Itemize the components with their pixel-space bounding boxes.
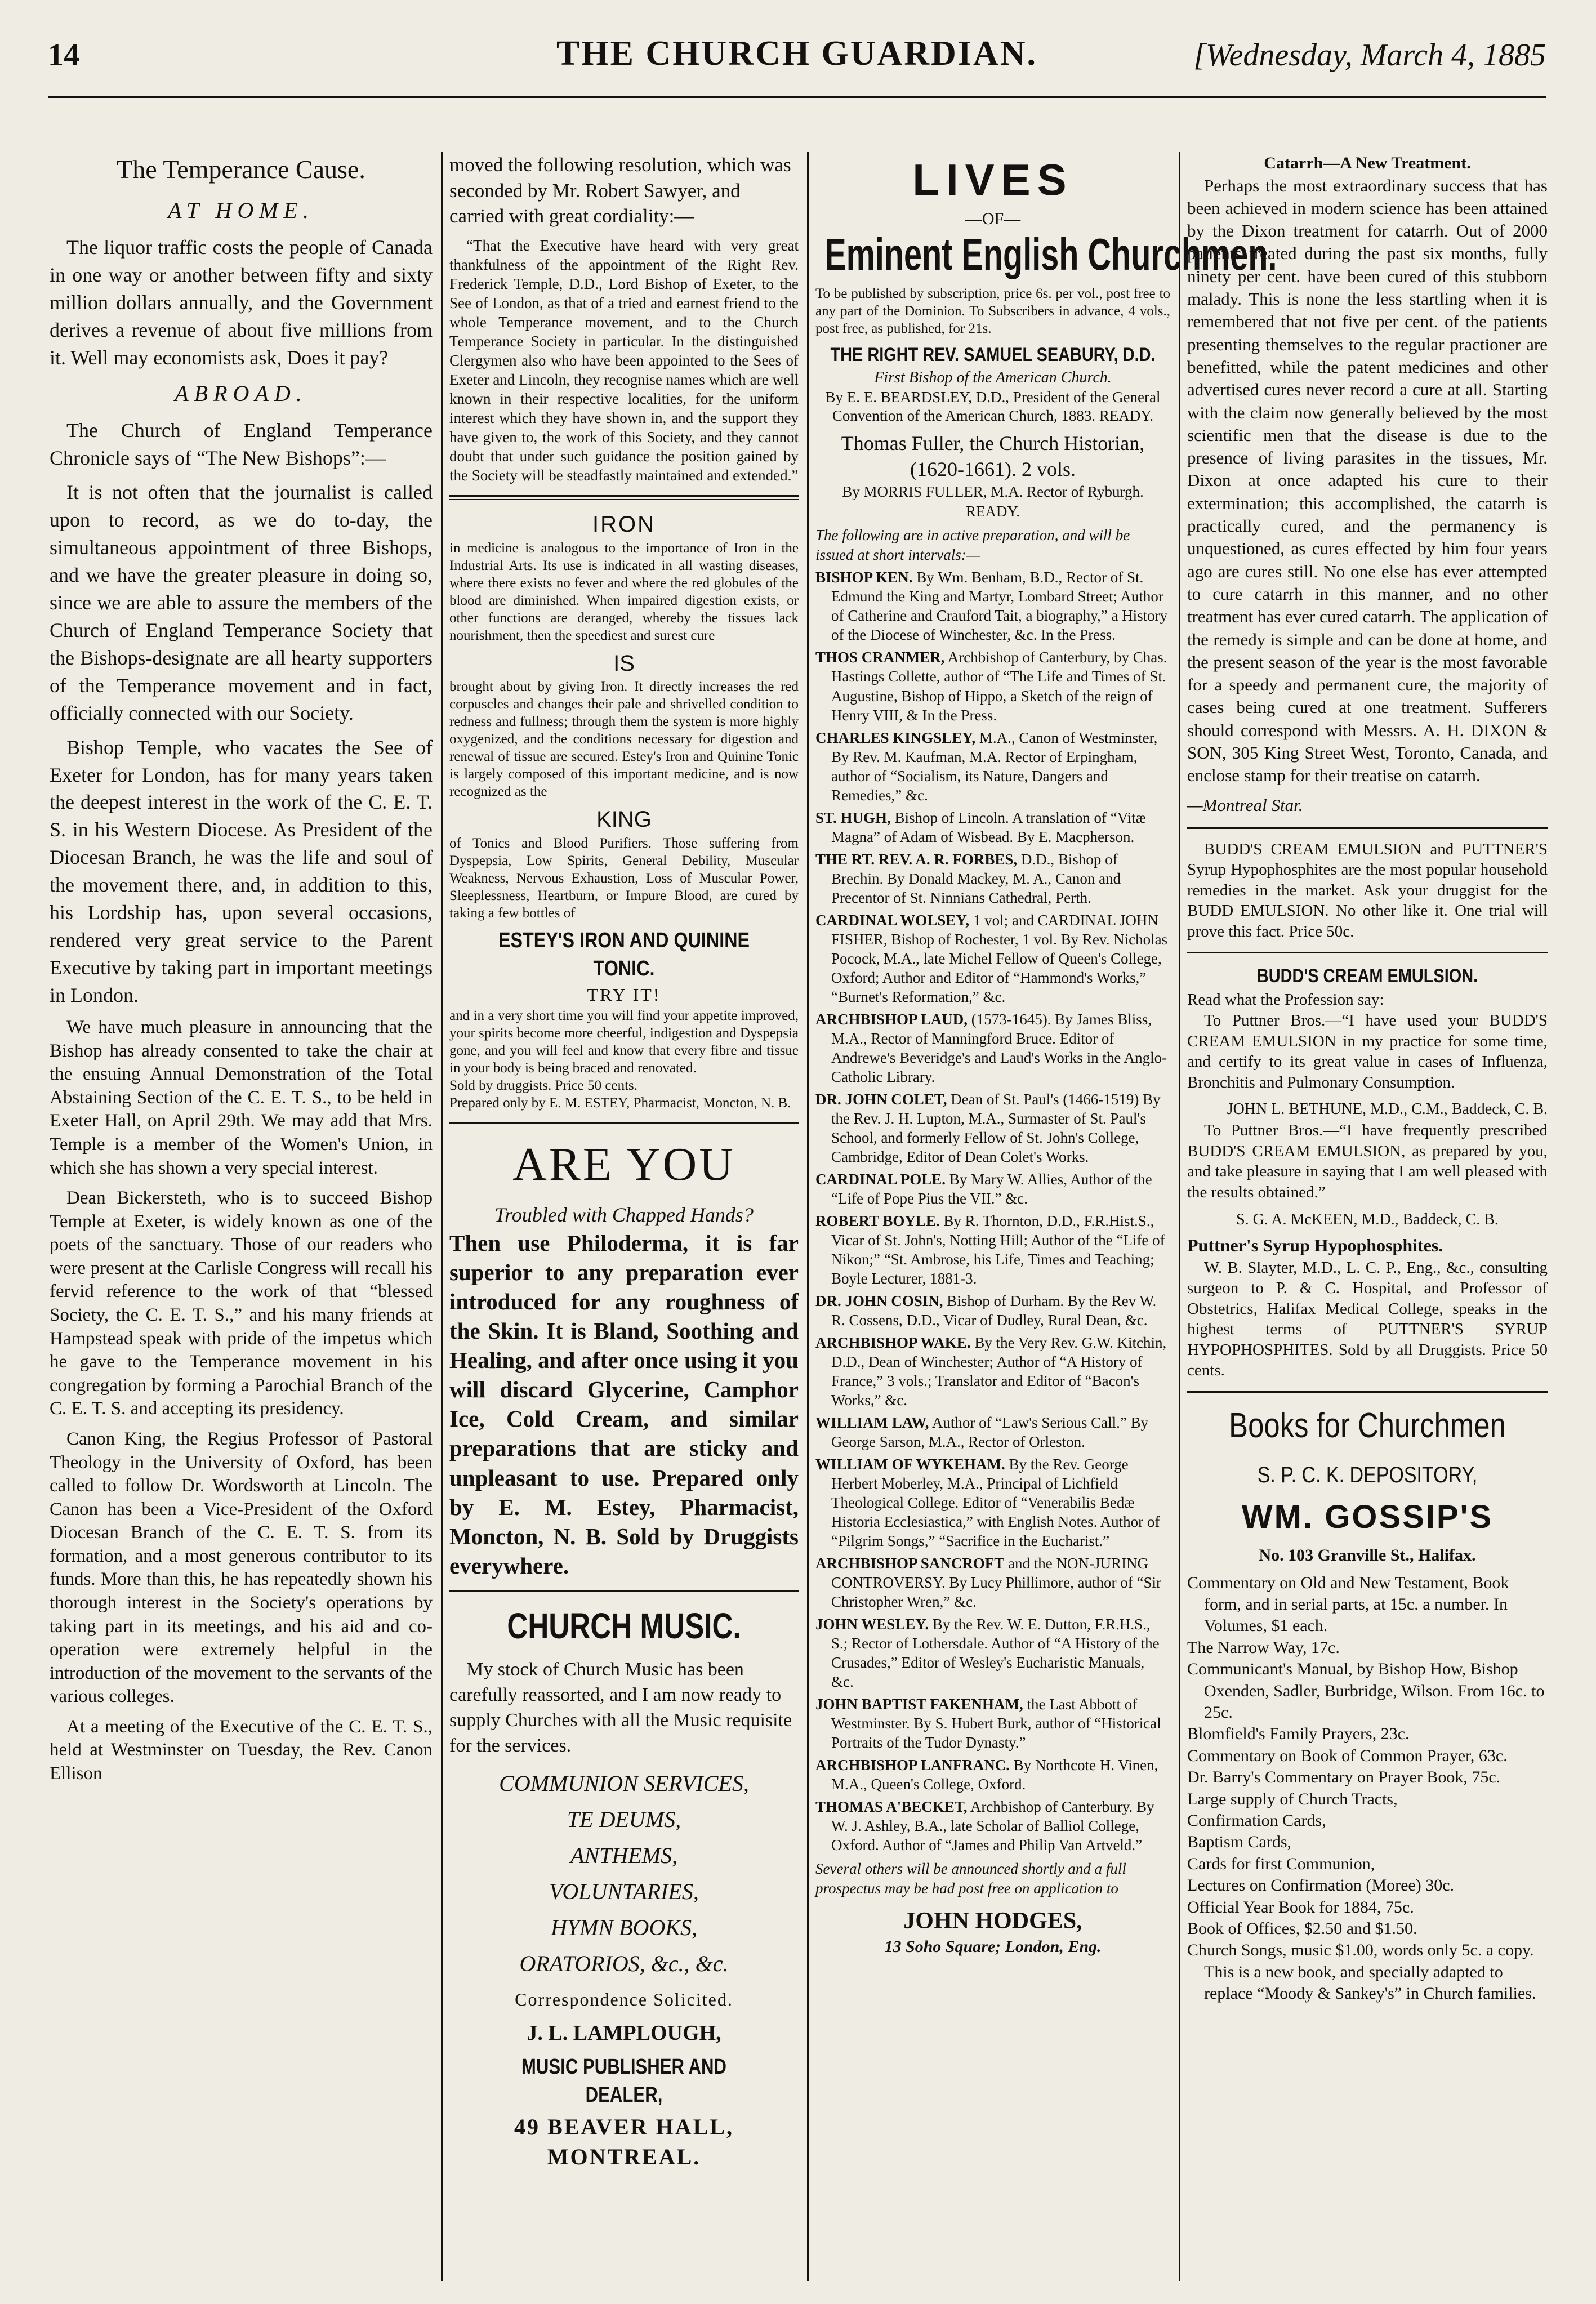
bookseller-name: WM. GOSSIP'S	[1241, 1498, 1494, 1535]
book-list	[1187, 1572, 1548, 2005]
list-item: ST. HUGH, Bishop of Lincoln. A translation of “Vitæ Magna” of Adam of Wisbead. By E. Macpherson.	[815, 809, 1146, 845]
paragraph: moved the following resolution, which was seconded by Mr. Robert Sawyer, and carried with great cordiality:—	[449, 154, 791, 227]
header-rule	[48, 96, 1546, 98]
ad-text: Several others will be announced shortly and a full prospectus may be had post free on application to	[815, 1860, 1126, 1897]
page-number: 14	[48, 38, 79, 73]
bookseller-address: No. 103 Granville St., Halifax.	[1259, 1546, 1476, 1565]
ad-separator	[449, 495, 799, 500]
publisher-name: JOHN HODGES,	[903, 1908, 1082, 1934]
paragraph: Bishop Temple, who vacates the See of Exeter for London, has for many years taken the deepest interest in the work of the C. E. T. S. in his Western Diocese. As President of the Diocesan Branch, he was the life and soul of the movement there, and, in addition to this, his Lordship has, upon several occasions, rendered very great service to the Parent Executive by taking part in important meetings in London.	[50, 736, 433, 1007]
list-item: DR. JOHN COSIN, Bishop of Durham. By the Rev W. R. Cossens, D.D., Vicar of Dudley, Rural Dean, &c.	[815, 1292, 1157, 1329]
section-heading-abroad: ABROAD.	[175, 380, 307, 406]
ad-text: By E. E. BEARDSLEY, D.D., President of the General Convention of the American Church, 1883. READY.	[825, 388, 1161, 425]
list-item: ARCHBISHOP WAKE. By the Very Rev. G.W. Kitchin, D.D., Dean of Winchester; Author of “A History of France,” 3 vols.; Translator and Editor of “Bacon's Works,” &c.	[815, 1334, 1167, 1409]
ad-text: First Bishop of the American Church.	[874, 368, 1112, 386]
list-item: Commentary on Book of Common Prayer, 63c.	[1187, 1746, 1508, 1765]
list-item: Blomfield's Family Prayers, 23c.	[1187, 1724, 1410, 1744]
list-item: CARDINAL POLE. By Mary W. Allies, Author of the “Life of Pope Pius the VII.” &c.	[815, 1170, 1152, 1207]
list-item: Book of Offices, $2.50 and $1.50.	[1187, 1919, 1417, 1938]
list-item: HYMN BOOKS,	[550, 1914, 698, 1940]
product-name: ESTEY'S IRON AND QUININE TONIC.	[498, 929, 750, 981]
column-divider	[807, 152, 809, 2281]
ad-text: Prepared only by E. M. ESTEY, Pharmacist, Moncton, N. B.	[449, 1095, 791, 1111]
list-item: TE DEUMS,	[567, 1806, 681, 1832]
ad-text: Then use Philoderma, it is far superior to any preparation ever introduced for any roughness of the Skin. It is Bland, Soothing and Healing, and after once using it you will discard Glycerine, Camphor Ice, Cold Cream, and similar preparations that are sticky and unpleasant to use. Prepared only by E. M. Estey, Pharmacist, Moncton, N. B. Sold by Druggists everywhere.	[449, 1230, 799, 1579]
column-ads-2	[1187, 152, 1548, 2004]
ad-text: My stock of Church Music has been carefully reassorted, and I am now ready to supply Churches with all the Music requisite for the services.	[449, 1659, 792, 1756]
list-item: ARCHBISHOP LANFRANC. By Northcote H. Vinen, M.A., Queen's College, Oxford.	[815, 1757, 1158, 1793]
testimonial-signature: JOHN L. BETHUNE, M.D., C.M., Baddeck, C. B.	[1227, 1100, 1548, 1118]
list-item: JOHN BAPTIST FAKENHAM, the Last Abbott of Westminster. By S. Hubert Burk, author of “Historical Portraits of the Tudor Dynasty.”	[815, 1696, 1161, 1752]
book-title: THE RIGHT REV. SAMUEL SEABURY, D.D.	[830, 344, 1156, 366]
ad-text: of Tonics and Blood Purifiers. Those suffering from Dyspepsia, Low Spirits, General Debility, Muscular Weakness, Nervous Exhaustion, Loss of Muscular Power, Sleeplessness, Heartburn, or Impure Blood, are cured by taking a few bottles of	[449, 836, 799, 921]
ad-separator	[1187, 827, 1548, 829]
list-item: Lectures on Confirmation (Moree) 30c.	[1187, 1876, 1455, 1895]
column-divider	[1179, 152, 1180, 2281]
ad-headline: ARE YOU	[512, 1138, 735, 1191]
list-item: Church Songs, music $1.00, words only 5c. a copy. This is a new book, and specially adapted to replace “Moody & Sankey's” in Church families.	[1187, 1941, 1536, 2003]
ad-text: in medicine is analogous to the importance of Iron in the Industrial Arts. Its use is indicated in all wasting diseases, where there exists no fever and where the red globules of the blood are diminished. When impaired digestion exists, or other functions are deranged, whereby the tissues lack nourishment, then the speediest and surest cure	[449, 540, 799, 643]
music-items-list	[449, 1766, 799, 1982]
list-item: ANTHEMS,	[570, 1842, 677, 1868]
paragraph: At a meeting of the Executive of the C. E. T. S., held at Westminster on Tuesday, the Rev. Canon Ellison	[50, 1716, 433, 1784]
ad-text: The following are in active preparation, and will be issued at short intervals:—	[815, 527, 1130, 563]
ad-text: Correspondence Solicited.	[515, 1989, 733, 2009]
testimonial-signature: S. G. A. McKEEN, M.D., Baddeck, C. B.	[1236, 1210, 1499, 1228]
column-divider	[441, 152, 443, 2281]
paragraph: Dean Bickersteth, who is to succeed Bishop Temple at Exeter, is widely known as one of the poets of the sanctuary. Those of our readers who were present at the Carlisle Congress will recall his fervid reference to the work of that “blessed Society, the C. E. T. S.,” and his many friends at Hampstead speak with pride of the impetus which he gave to the Temperance movement in his congregation by forming a Parochial Branch of the C. E. T. S. and accepting its presidency.	[50, 1188, 433, 1419]
ad-text: Read what the Profession say:	[1187, 991, 1384, 1009]
ad-text: BUDD'S CREAM EMULSION and PUTTNER'S Syrup Hypophosphites are the most popular household remedies in the market. Ask your druggist for the BUDD EMULSION. No other like it. One trial will prove this fact. Price 50c.	[1187, 840, 1548, 941]
paragraph: It is not often that the journalist is called upon to record, as we do to-day, the simultaneous appointment of three Bishops, and we have the greater pleasure in doing so, since we are able to assure the members of the Church of England Temperance Society that the Bishops-designate are all hearty supporters of the Temperance movement and in fact, officially connected with our Society.	[50, 481, 433, 724]
ad-headline: Books for Churchmen	[1229, 1406, 1506, 1445]
list-item: The Narrow Way, 17c.	[1187, 1638, 1340, 1657]
list-item: Confirmation Cards,	[1187, 1811, 1326, 1830]
list-item: DR. JOHN COLET, Dean of St. Paul's (1466-1519) By the Rev. J. H. Lupton, M.A., Surmaster of St. Paul's School, and formerly Fellow of St. John's College, Cambridge, Editor of Dean Colet's Works.	[815, 1090, 1161, 1165]
list-item: Commentary on Old and New Testament, Book form, and in serial parts, at 15c. a number. In Volumes, $1 each.	[1187, 1573, 1509, 1635]
list-item: Cards for first Communion,	[1187, 1854, 1375, 1873]
publisher-address: 13 Soho Square; London, Eng.	[884, 1937, 1102, 1957]
article-title: Catarrh—A New Treatment.	[1264, 154, 1471, 172]
ad-heading: Puttner's Syrup Hypophosphites.	[1187, 1235, 1443, 1256]
list-item: ARCHBISHOP LAUD, (1573-1645). By James Bliss, M.A., Rector of Manningford Bruce. Editor of Andrewe's Beveridge's and Laud's Works in the Anglo-Catholic Library.	[815, 1010, 1167, 1085]
ad-subhead: Troubled with Chapped Hands?	[494, 1203, 754, 1226]
list-item: WILLIAM LAW, Author of “Law's Serious Call.” By George Sarson, M.A., Rector of Orleston.	[815, 1414, 1149, 1451]
testimonial: To Puttner Bros.—“I have frequently prescribed BUDD'S CREAM EMULSION, as prepared by you, and take pleasure in saying that I am well pleased with the results obtained.”	[1187, 1121, 1548, 1201]
list-item: CHARLES KINGSLEY, M.A., Canon of Westminster, By Rev. M. Kaufman, M.A. Rector of Erpingham, author of “Socialism, its Nature, Dangers and Remedies,” &c.	[815, 729, 1158, 804]
list-item: WILLIAM OF WYKEHAM. By the Rev. George Herbert Moberley, M.A., Principal of Lichfield Theological College. Editor of “Venerabilis Bedæ Historia Ecclesiastica,” with English Notes. Author of “Pilgrim Songs,” “Sacrifice in the Eucharist.”	[815, 1456, 1160, 1550]
church-music-ad	[449, 1602, 799, 2172]
paragraph: We have much pleasure in announcing that the Bishop has already consented to take the chair at the ensuing Annual Demonstration of the Total Abstaining Section of the C. E. T. S., to be held in Exeter Hall, on April 29th. We may add that Mrs. Temple is a member of the Women's Union, in which she has shown a very special interest.	[50, 1017, 433, 1178]
list-item: Official Year Book for 1884, 75c.	[1187, 1897, 1414, 1917]
list-item: Dr. Barry's Commentary on Prayer Book, 75c.	[1187, 1768, 1501, 1787]
ad-heading: KING	[596, 807, 652, 832]
book-title: Thomas Fuller, the Church Historian, (1620-1661). 2 vols.	[841, 432, 1145, 481]
paragraph: The Church of England Temperance Chronicle says of “The New Bishops”:—	[50, 419, 433, 470]
ad-heading: BUDD'S CREAM EMULSION.	[1256, 965, 1478, 987]
book-list	[815, 568, 1170, 1855]
list-item: ROBERT BOYLE. By R. Thornton, D.D., F.R.Hist.S., Vicar of St. John's, Notting Hill; Author of the “Life of Nikon;” “St. Ambrose, his Life, Times and Teaching; Boyle Lecturer, 1881-3.	[815, 1212, 1165, 1287]
ad-heading: TRY IT!	[587, 984, 661, 1005]
ad-separator	[1187, 1391, 1548, 1393]
list-item: VOLUNTARIES,	[549, 1878, 699, 1904]
section-heading-home: AT HOME.	[168, 197, 314, 223]
list-item: BISHOP KEN. By Wm. Benham, B.D., Rector of St. Edmund the King and Martyr, Lombard Street; Author of Catherine and Crauford Tait, a biography,” a History of the Diocese of Winchester, &c. In the Press.	[815, 569, 1168, 644]
list-item: THOS CRANMER, Archbishop of Canterbury, by Chas. Hastings Collette, author of “The Life and Times of St. Augustine, Bishop of Hippo, a Sketch of the reign of Henry VIII, & In the Press.	[815, 649, 1167, 724]
ad-heading: S. P. C. K. DEPOSITORY,	[1257, 1462, 1478, 1487]
newspaper-title: THE CHURCH GUARDIAN.	[556, 34, 1037, 73]
list-item: JOHN WESLEY. By the Rev. W. E. Dutton, F.R.H.S., S.; Rector of Lothersdale. Author of “A History of the Crusades,” Editor of Wesley's Eucharistic Manuals, &c.	[815, 1616, 1160, 1691]
list-item: Baptism Cards,	[1187, 1833, 1291, 1852]
ad-separator	[449, 1122, 799, 1124]
list-item: THE RT. REV. A. R. FORBES, D.D., Bishop of Brechin. By Donald Mackey, M. A., Canon and Precentor of St. Ninnians Cathedral, Perth.	[815, 850, 1121, 906]
ad-heading: IRON	[592, 511, 656, 537]
ad-headline: LIVES	[912, 155, 1073, 204]
source-credit: —Montreal Star.	[1187, 795, 1303, 815]
ad-text: Sold by druggists. Price 50 cents.	[449, 1077, 638, 1093]
list-item: Communicant's Manual, by Bishop How, Bishop Oxenden, Sadler, Burbridge, Wilson. From 16c. to 25c.	[1187, 1660, 1545, 1722]
list-item: COMMUNION SERVICES,	[499, 1770, 749, 1796]
philoderma-ad	[449, 1134, 799, 1580]
ad-text: By MORRIS FULLER, M.A. Rector of Ryburgh. READY.	[842, 483, 1144, 520]
ad-text: W. B. Slayter, M.D., L. C. P., Eng., &c., consulting surgeon to P. & C. Hospital, and Professor of Obstetrics, Halifax Medical College, speaks in the highest terms of PUTTNER'S SYRUP HYPOPHOSPHITES. Sold by all Druggists. Price 50 cents.	[1187, 1258, 1548, 1380]
paragraph: The liquor traffic costs the people of Canada in one way or another between fifty and sixty million dollars annually, and the Government derives a revenue of about five millions from it. Well may economists ask, Does it pay?	[50, 235, 433, 369]
dealer-address: 49 BEAVER HALL, MONTREAL.	[514, 2114, 734, 2170]
dealer-name: J. L. LAMPLOUGH,	[527, 2021, 721, 2045]
testimonial: To Puttner Bros.—“I have used your BUDD'S CREAM EMULSION in my practice for some time, and certify to its great value in cases of Influenza, Bronchitis and Pulmonary Consumption.	[1187, 1011, 1548, 1091]
column-temperance	[50, 152, 433, 1793]
ad-text: —OF—	[965, 209, 1021, 228]
ad-separator	[1187, 952, 1548, 953]
list-item: ORATORIOS, &c., &c.	[519, 1950, 729, 1976]
paragraph: Perhaps the most extraordinary success that has been achieved in modern science has been attained by the Dixon treatment for catarrh. Out of 2000 patients treated during the past six months, fully ninety per cent. have been cured of this stubborn malady. This is none the less startling when it is remembered that not five per cent. of the patients presenting themselves to the regular practioner are benefitted, while the patent medicines and other advertised cures never record a cure at all. Starting with the claim now generally believed by the most scientific men that the disease is due to the presence of living parasites in the tissues, Mr. Dixon at once adapted his cure to their extermination; this accomplished, the catarrh is practically cured, and the permanency is unquestioned, as cures effected by him four years ago are cures still. No one else has ever attempted to cure catarrh in this manner, and no other treatment has ever cured catarrh. The application of the remedy is simple and can be done at home, and the present season of the year is the most favorable for a speedy and permanent cure, the majority of cases being cured at one treatment. Sufferers should correspond with Messrs. A. H. DIXON & SON, 305 King Street West, Toronto, Canada, and enclose stamp for their treatise on catarrh.	[1187, 175, 1548, 786]
ad-text: and in a very short time you will find your appetite improved, your spirits become more cheerful, indigestion and Dyspepsia gone, and you will feel and know that every fibre and tissue in your body is being braced and renovated.	[449, 1008, 799, 1076]
resolution-quote: “That the Executive have heard with very great thankfulness of the appointment of the Right Rev. Frederick Temple, D.D., Lord Bishop of Exeter, to the See of London, as that of a tried and earnest friend to the whole Temperance movement, and to the Church Temperance Society in particular. In the distinguished Clergymen also who have been appointed to the Sees of Exeter and Lincoln, they recognise names which are well known in their respective localities, for the uniform interest which they have shown in, and the support they have given to, the work of this Society, and they cannot doubt that under such guidance the position gained by the Society will be steadfastly maintained and extended.”	[449, 237, 799, 484]
article-title: The Temperance Cause.	[117, 155, 365, 184]
list-item: CARDINAL WOLSEY, 1 vol; and CARDINAL JOHN FISHER, Bishop of Rochester, 1 vol. By Rev. Nicholas Pocock, M.A., late Michel Fellow of Queen's College, Oxford; Author and Editor of “Hammond's Works,” “Burnet's Reformation,” &c.	[815, 911, 1168, 1005]
ad-heading: IS	[613, 650, 635, 676]
list-item: THOMAS A'BECKET, Archbishop of Canterbury. By W. J. Ashley, B.A., late Scholar of Balliol College, Oxford. Author of “James and Philip Van Artveld.”	[815, 1798, 1154, 1854]
list-item: Large supply of Church Tracts,	[1187, 1789, 1398, 1808]
masthead	[48, 34, 1546, 87]
ad-separator	[449, 1590, 799, 1592]
ad-text: MUSIC PUBLISHER AND DEALER,	[521, 2055, 727, 2107]
ad-text: To be published by subscription, price 6s. per vol., post free to any part of the Dominion. To Subscribers in advance, 4 vols., post free, as published, for 21s.	[815, 286, 1170, 337]
ad-headline: Eminent English Churchmen.	[824, 229, 1277, 280]
list-item: ARCHBISHOP SANCROFT and the NON-JURING CONTROVERSY. By Lucy Phillimore, author of “Sir Christopher Wren,” &c.	[815, 1555, 1161, 1611]
issue-date: [Wednesday, March 4, 1885	[1193, 38, 1546, 73]
paragraph: Canon King, the Regius Professor of Pastoral Theology in the University of Oxford, has been called to follow Dr. Wordsworth at Lincoln. The Canon has been a Vice-President of the Oxford Diocesan Branch of the C. E. T. S. from its formation, and a most generous contributor to its funds. More than this, he has repeatedly shown his thorough interest in the Society's operations by taking part in its meetings, and his aid and co-operation were extremely helpful in the introduction of the movement to the servants of the various colleges.	[50, 1428, 433, 1707]
ad-headline: CHURCH MUSIC.	[507, 1605, 741, 1646]
column-ads-1	[449, 152, 799, 2172]
estey-iron-ad	[449, 510, 799, 1112]
ad-text: brought about by giving Iron. It directly increases the red corpuscles and changes their pale and shrivelled condition to redness and fullness; through them the system is more highly oxygenized, and the conditions necessary for digestion and renewal of tissue are secured. Estey's Iron and Quinine Tonic is largely composed of this important medicine, and is now recognized as the	[449, 679, 799, 800]
